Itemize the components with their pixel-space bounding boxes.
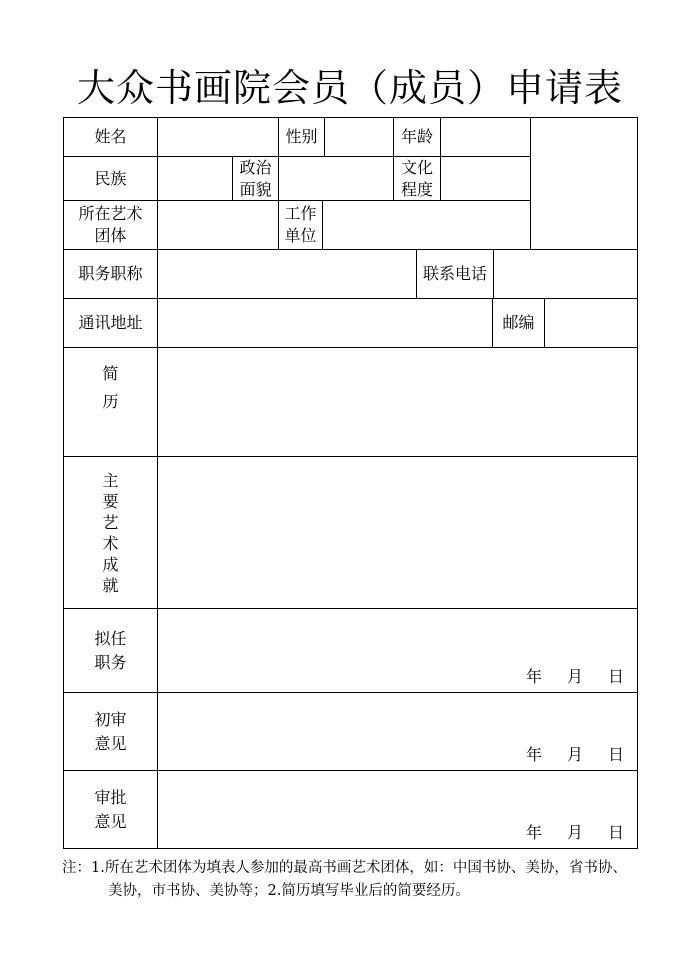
age-label: 年龄 [400, 127, 433, 146]
date-month: 月 [567, 745, 584, 764]
political-status-field[interactable] [279, 157, 393, 200]
phone-field[interactable] [494, 250, 637, 298]
work-unit-label-line2: 单位 [284, 226, 317, 245]
name-label: 姓名 [94, 127, 127, 146]
achievements-label-char: 要 [102, 492, 119, 511]
education-label-line2: 程度 [400, 179, 433, 199]
photo-box[interactable] [531, 118, 637, 249]
ethnicity-field[interactable] [158, 157, 232, 200]
footnote-line-1: 注：1.所在艺术团体为填表人参加的最高书画艺术团体，如：中国书协、美协，省书协、 [62, 860, 627, 876]
form-title: 大众书画院会员（成员）申请表 [76, 66, 623, 110]
approval-label-line2: 意见 [94, 811, 127, 831]
achievements-label-char: 艺 [102, 513, 119, 532]
gender-field[interactable] [325, 118, 393, 156]
initial-review-label [64, 693, 157, 770]
approval-field[interactable] [158, 771, 637, 848]
date-day: 日 [608, 667, 625, 686]
date-year: 年 [526, 745, 543, 764]
resume-label [64, 348, 157, 428]
political-status-label-line1: 政治 [239, 157, 272, 177]
footnote-line-2: 美协，市书协、美协等；2.简历填写毕业后的简要经历。 [108, 883, 470, 899]
proposed-position-label [64, 609, 157, 692]
art-group-field[interactable] [158, 201, 278, 249]
resume-label-char: 简 [102, 364, 119, 383]
footnote [62, 857, 662, 903]
address-field[interactable] [158, 299, 492, 347]
date-year: 年 [526, 667, 543, 686]
art-group-label-line1: 所在艺术 [78, 204, 143, 223]
postcode-field[interactable] [545, 299, 637, 347]
ethnicity-label: 民族 [94, 168, 127, 188]
achievements-label-char: 成 [102, 555, 119, 574]
table-border-right [637, 117, 638, 849]
gender-label: 性别 [285, 127, 318, 146]
work-unit-field[interactable] [323, 201, 530, 249]
proposed-position-field[interactable] [158, 609, 637, 692]
achievements-label-char: 主 [102, 471, 119, 490]
political-status-label [233, 157, 278, 200]
art-group-label [64, 201, 157, 249]
art-group-label-line2: 团体 [94, 226, 127, 245]
work-unit-label [279, 201, 322, 249]
achievements-label-char: 术 [102, 534, 119, 553]
initial-review-label-line1: 初审 [94, 709, 127, 729]
proposed-position-label-line2: 职务 [94, 652, 127, 672]
phone-label: 联系电话 [422, 264, 487, 283]
achievements-label [64, 463, 157, 603]
education-field[interactable] [441, 157, 530, 200]
education-label-line1: 文化 [400, 157, 433, 177]
proposed-position-label-line1: 拟任 [94, 628, 127, 648]
date-day: 日 [608, 823, 625, 842]
approval-label-line1: 审批 [94, 787, 127, 807]
age-field[interactable] [441, 118, 530, 156]
position-title-field[interactable] [158, 250, 416, 298]
achievements-field[interactable] [158, 457, 637, 608]
resume-label-char: 历 [102, 392, 119, 411]
initial-review-label-line2: 意见 [94, 733, 127, 753]
date-month: 月 [567, 667, 584, 686]
approval-label [64, 771, 157, 848]
date-year: 年 [526, 823, 543, 842]
postcode-label: 邮编 [502, 313, 535, 332]
name-field[interactable] [158, 118, 278, 156]
position-title-label: 职务职称 [78, 264, 143, 283]
resume-field[interactable] [158, 348, 637, 456]
achievements-label-char: 就 [102, 576, 119, 595]
work-unit-label-line1: 工作 [284, 204, 317, 223]
address-label: 通讯地址 [78, 313, 143, 332]
initial-review-field[interactable] [158, 693, 637, 770]
political-status-label-line2: 面貌 [239, 179, 272, 199]
date-day: 日 [608, 745, 625, 764]
date-month: 月 [567, 823, 584, 842]
education-label [394, 157, 440, 200]
table-border-bottom [63, 848, 638, 849]
